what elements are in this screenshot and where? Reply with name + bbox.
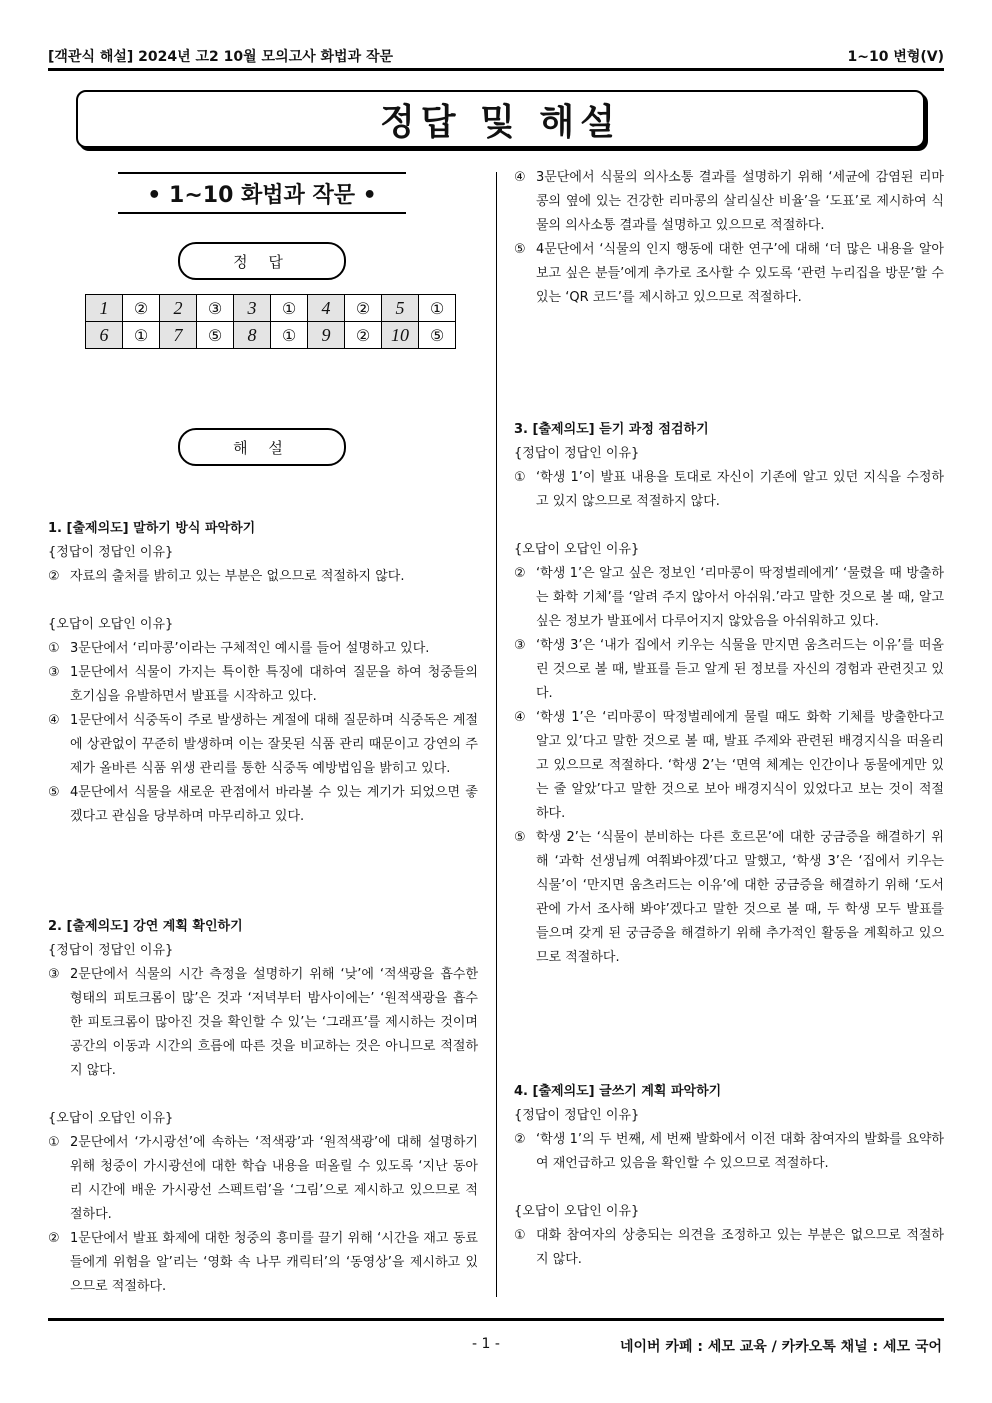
q3-title: 3. [출제의도] 듣기 과정 점검하기 xyxy=(514,422,709,437)
explanation-text: 4문단에서 식물을 새로운 관점에서 바라볼 수 있는 계기가 되었으면 좋겠다고 관심을 당부하며 마무리하고 있다. xyxy=(70,785,478,824)
page-number: - 1 - xyxy=(472,1336,500,1352)
explanation-text: 2문단에서 식물의 시간 측정을 설명하기 위해 ‘낮’에 ‘적색광을 흡수한 형태의 피토크롬이 많’은 것과 ‘저녁부터 밤사이에는’ ‘원적색광을 흡수한 피토크롬이 많아진 것을 확인할 수 있’는 ‘그래프’를 제시하는 것이며 공간의 이동과 시간의 흐름에 따른 것을 비교하는 것은 아니므로 적절하지 않다. xyxy=(70,967,478,1078)
q2-continued xyxy=(514,166,944,310)
q1-correct-head: {정답이 정답인 이유} xyxy=(48,545,174,560)
explanation-item xyxy=(48,963,478,1083)
q1-wrong-list xyxy=(48,637,478,829)
explanation-item xyxy=(48,781,478,829)
q1-title: 1. [출제의도] 말하기 방식 파악하기 xyxy=(48,521,256,536)
explanation-text: 3문단에서 ‘리마콩’이라는 구체적인 예시를 들어 설명하고 있다. xyxy=(70,641,430,656)
answer-choice: ② xyxy=(345,295,382,322)
answer-choice: ① xyxy=(123,322,160,349)
explanation-item xyxy=(514,826,944,970)
question-number: 7 xyxy=(160,322,197,349)
answer-choice: ② xyxy=(345,322,382,349)
question-number: 10 xyxy=(382,322,419,349)
q4-title: 4. [출제의도] 글쓰기 계획 파악하기 xyxy=(514,1084,722,1099)
q3-correct-list xyxy=(514,466,944,514)
choice-marker: ④ xyxy=(514,710,526,725)
choice-marker: ① xyxy=(48,641,60,656)
answer-choice: ③ xyxy=(197,295,234,322)
q4-correct-head: {정답이 정답인 이유} xyxy=(514,1108,640,1123)
q3-correct-head: {정답이 정답인 이유} xyxy=(514,446,640,461)
choice-marker: ① xyxy=(514,1228,526,1243)
q2-wrong-list xyxy=(48,1131,478,1299)
choice-marker: ③ xyxy=(48,665,60,680)
q2-block xyxy=(48,915,478,1299)
explanation-item xyxy=(514,466,944,514)
explanation-text: ‘학생 1’의 두 번째, 세 번째 발화에서 이전 대화 참여자의 발화를 요약하여 재언급하고 있음을 확인할 수 있으므로 적절하다. xyxy=(536,1132,944,1171)
question-number: 3 xyxy=(234,295,271,322)
explanation-item xyxy=(48,1227,478,1299)
choice-marker: ③ xyxy=(514,638,526,653)
q4-block xyxy=(514,1080,944,1272)
choice-marker: ④ xyxy=(48,713,60,728)
explanation-text: 대화 참여자의 상충되는 의견을 조정하고 있는 부분은 없으므로 적절하지 않다. xyxy=(536,1228,944,1267)
q4-wrong-head: {오답이 오답인 이유} xyxy=(514,1204,640,1219)
q2-correct-head: {정답이 정답인 이유} xyxy=(48,943,174,958)
q2-correct-list xyxy=(48,963,478,1083)
choice-marker: ① xyxy=(48,1135,60,1150)
explanation-item xyxy=(514,166,944,238)
explanation-item xyxy=(48,1131,478,1227)
q2-wrong-head: {오답이 오답인 이유} xyxy=(48,1111,174,1126)
q2-wrong-continued-list xyxy=(514,166,944,310)
explanation-text: 학생 2’는 ‘식물이 분비하는 다른 호르몬’에 대한 궁금증을 해결하기 위해 ‘과학 선생님께 여쭤봐야겠’다고 말했고, ‘학생 3’은 ‘집에서 키우는 식물’이 ‘만지면 움츠러드는 이유’에 대한 궁금증을 해결하기 위해 ‘도서관에 가서 조사해 봐야’겠다고 말한 것으로 볼 때, 두 학생 모두 발표를 들으며 갖게 된 궁금증을 해결하기 위해 추가적인 활동을 계획하고 있으므로 적절하다. xyxy=(536,830,944,965)
choice-marker: ④ xyxy=(514,170,526,185)
choice-marker: ⑤ xyxy=(48,785,60,800)
section-title: • 1~10 화법과 작문 • xyxy=(118,172,406,214)
answer-row xyxy=(86,322,456,349)
explanation-text: ‘학생 1’은 알고 싶은 정보인 ‘리마콩이 딱정벌레에게’ ‘물렸을 때 방출하는 화학 기체’를 ‘알려 주지 않아서 아쉬워.’라고 말한 것으로 볼 때, 알고 싶은 정보가 발표에서 다루어지지 않았음을 아쉬워하고 있다. xyxy=(536,566,944,629)
q1-wrong-head: {오답이 오답인 이유} xyxy=(48,617,174,632)
choice-marker: ② xyxy=(514,566,526,581)
explanation-item xyxy=(514,634,944,706)
explanation-item xyxy=(514,1128,944,1176)
footer-channel-info: 네이버 카페 : 세모 교육 / 카카오톡 채널 : 세모 국어 xyxy=(619,1339,942,1355)
header-left: [객관식 해설] 2024년 고2 10월 모의고사 화법과 작문 xyxy=(48,49,394,65)
q4-correct-list xyxy=(514,1128,944,1176)
q3-wrong-head: {오답이 오답인 이유} xyxy=(514,542,640,557)
explanation-item xyxy=(514,706,944,826)
answer-choice: ① xyxy=(419,295,456,322)
answer-choice: ① xyxy=(271,295,308,322)
choice-marker: ① xyxy=(514,470,526,485)
explanation-text: 1문단에서 발표 화제에 대한 청중의 흥미를 끌기 위해 ‘시간을 재고 동료들에게 위험을 알’리는 ‘영화 속 나무 캐릭터’의 ‘동영상’을 제시하고 있으므로 적절하다. xyxy=(70,1231,478,1294)
q3-wrong-list xyxy=(514,562,944,970)
footer-rule xyxy=(48,1318,944,1321)
explanation-item xyxy=(48,661,478,709)
q1-block xyxy=(48,517,478,829)
answer-choice: ⑤ xyxy=(197,322,234,349)
answer-choice: ⑤ xyxy=(419,322,456,349)
header-right: 1~10 변형(V) xyxy=(847,49,944,65)
question-number: 2 xyxy=(160,295,197,322)
choice-marker: ⑤ xyxy=(514,242,526,257)
q4-wrong-list xyxy=(514,1224,944,1272)
header-rule xyxy=(48,68,944,71)
explanation-item xyxy=(514,238,944,310)
question-number: 9 xyxy=(308,322,345,349)
q3-block xyxy=(514,418,944,970)
question-number: 8 xyxy=(234,322,271,349)
explain-label: 해 설 xyxy=(178,428,346,466)
explanation-item xyxy=(514,1224,944,1272)
explanation-text: 1문단에서 식물이 가지는 특이한 특징에 대하여 질문을 하여 청중들의 호기심을 유발하면서 발표를 시작하고 있다. xyxy=(70,665,478,704)
answer-label: 정 답 xyxy=(178,242,346,280)
choice-marker: ② xyxy=(48,1231,60,1246)
explanation-text: ‘학생 3’은 ‘내가 집에서 키우는 식물을 만지면 움츠러드는 이유’를 떠올린 것으로 볼 때, 발표를 듣고 알게 된 정보를 자신의 경험과 관련짓고 있다. xyxy=(536,638,944,701)
explanation-text: 자료의 출처를 밝히고 있는 부분은 없으므로 적절하지 않다. xyxy=(70,569,405,584)
q2-title: 2. [출제의도] 강연 계획 확인하기 xyxy=(48,919,243,934)
choice-marker: ② xyxy=(48,569,60,584)
column-divider xyxy=(496,172,497,1297)
explanation-text: ‘학생 1’은 ‘리마콩이 딱정벌레에게 물릴 때도 화학 기체를 방출한다고 알고 있’다고 말한 것으로 볼 때, 발표 주제와 관련된 배경지식을 떠올리고 있으므로 적절하다. ‘학생 2’는 ‘면역 체계는 인간이나 동물에게만 있는 줄 알았’다고 말한 것으로 보아 배경지식이 있었다고 보는 것이 적절하다. xyxy=(536,710,944,821)
choice-marker: ⑤ xyxy=(514,830,526,845)
explanation-item xyxy=(48,709,478,781)
answer-choice: ② xyxy=(123,295,160,322)
explanation-text: ‘학생 1’이 발표 내용을 토대로 자신이 기존에 알고 있던 지식을 수정하고 있지 않으므로 적절하지 않다. xyxy=(536,470,944,509)
question-number: 6 xyxy=(86,322,123,349)
question-number: 5 xyxy=(382,295,419,322)
explanation-text: 1문단에서 식중독이 주로 발생하는 계절에 대해 질문하며 식중독은 계절에 상관없이 꾸준히 발생하며 이는 잘못된 식품 관리 때문이고 강연의 주제가 올바른 식품 위생 관리를 통한 식중독 예방법임을 밝히고 있다. xyxy=(70,713,478,776)
choice-marker: ③ xyxy=(48,967,60,982)
explanation-text: 4문단에서 ‘식물의 인지 행동에 대한 연구’에 대해 ‘더 많은 내용을 알아보고 싶은 분들’에게 추가로 조사할 수 있도록 ‘관련 누리집을 방문’할 수 있는 ‘QR 코드’를 제시하고 있으므로 적절하다. xyxy=(536,242,944,305)
q1-correct-list xyxy=(48,565,478,589)
explanation-text: 2문단에서 ‘가시광선’에 속하는 ‘적색광’과 ‘원적색광’에 대해 설명하기 위해 청중이 가시광선에 대한 학습 내용을 떠올릴 수 있도록 ‘지난 동아리 시간에 배운 가시광선 스펙트럼’을 ‘그림’으로 제시하고 있으므로 적절하다. xyxy=(70,1135,478,1222)
answer-table xyxy=(85,294,456,349)
explanation-item xyxy=(514,562,944,634)
question-number: 1 xyxy=(86,295,123,322)
choice-marker: ② xyxy=(514,1132,526,1147)
page-title: 정답 및 해설 xyxy=(76,90,925,148)
answer-row xyxy=(86,295,456,322)
question-number: 4 xyxy=(308,295,345,322)
explanation-item xyxy=(48,637,478,661)
explanation-text: 3문단에서 식물의 의사소통 결과를 설명하기 위해 ‘세균에 감염된 리마콩의 옆에 있는 건강한 리마콩의 살리실산 비율’을 ‘도표’로 제시하여 식물의 의사소통 결과를 설명하고 있으므로 적절하다. xyxy=(536,170,944,233)
answer-choice: ① xyxy=(271,322,308,349)
explanation-item xyxy=(48,565,478,589)
